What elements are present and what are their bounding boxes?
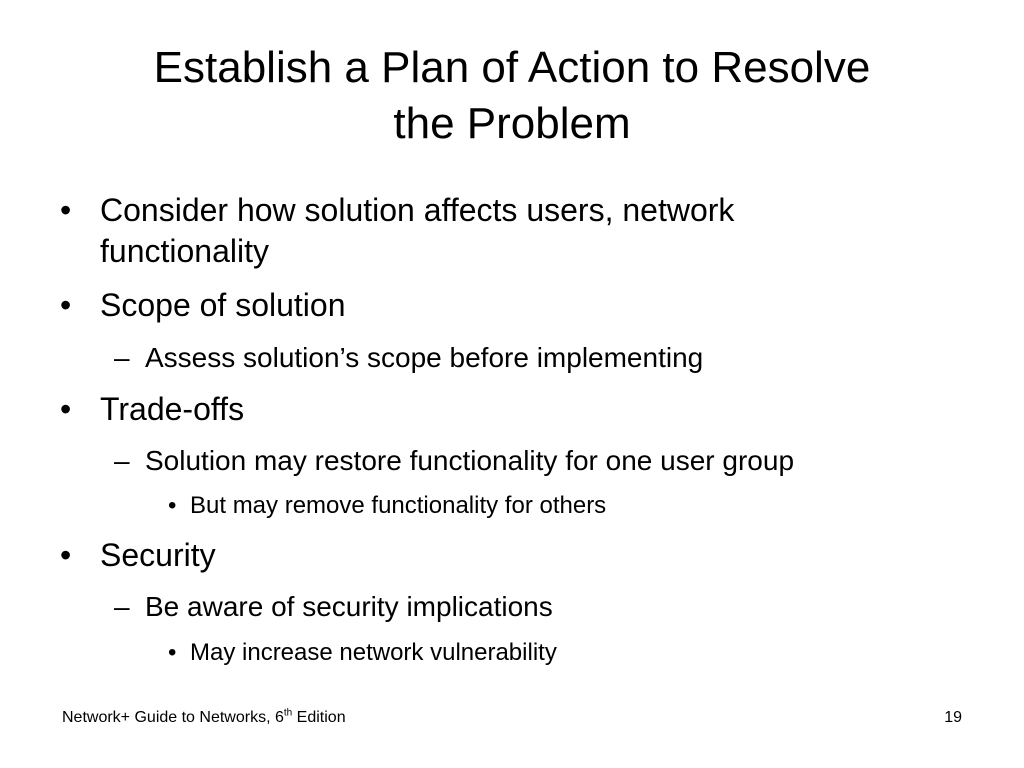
slide-title-line-1: Establish a Plan of Action to Resolve <box>153 43 871 92</box>
footer-book-title-suffix: Edition <box>292 709 346 726</box>
sub-bullet-text: Be aware of security implications <box>145 591 553 622</box>
bullet-marker: • <box>60 537 72 573</box>
sub-sub-bullet-text: But may remove functionality for others <box>190 492 607 519</box>
bullet-marker: • <box>60 391 72 427</box>
bullet-text: Security <box>100 537 216 573</box>
bullet-text-line-2: functionality <box>100 233 269 269</box>
sub-sub-bullet-text: May increase network vulnerability <box>190 639 557 666</box>
bullet-marker: • <box>60 287 72 323</box>
dash-marker: – <box>114 591 130 622</box>
bullet-marker: • <box>168 639 177 666</box>
footer-book-title-prefix: Network+ Guide to Networks, 6 <box>62 709 284 726</box>
bullet-text <box>100 190 880 272</box>
bullet-text: Trade-offs <box>100 391 245 427</box>
bullet-marker: • <box>168 492 177 519</box>
slide-title <box>60 40 964 152</box>
page-number: 19 <box>944 709 962 726</box>
bullet-text-line-1: Consider how solution affects users, network <box>100 192 735 228</box>
sub-bullet-text: Solution may restore functionality for one user group <box>145 445 795 476</box>
bullet-marker: • <box>60 192 72 228</box>
footer-book-title-superscript: th <box>283 707 293 719</box>
sub-bullet-text: Assess solution’s scope before implementing <box>145 342 704 373</box>
bullet-text: Scope of solution <box>100 287 346 323</box>
slide-title-line-2: the Problem <box>393 99 631 148</box>
dash-marker: – <box>114 342 130 373</box>
footer-book-title <box>62 708 346 728</box>
dash-marker: – <box>114 445 130 476</box>
